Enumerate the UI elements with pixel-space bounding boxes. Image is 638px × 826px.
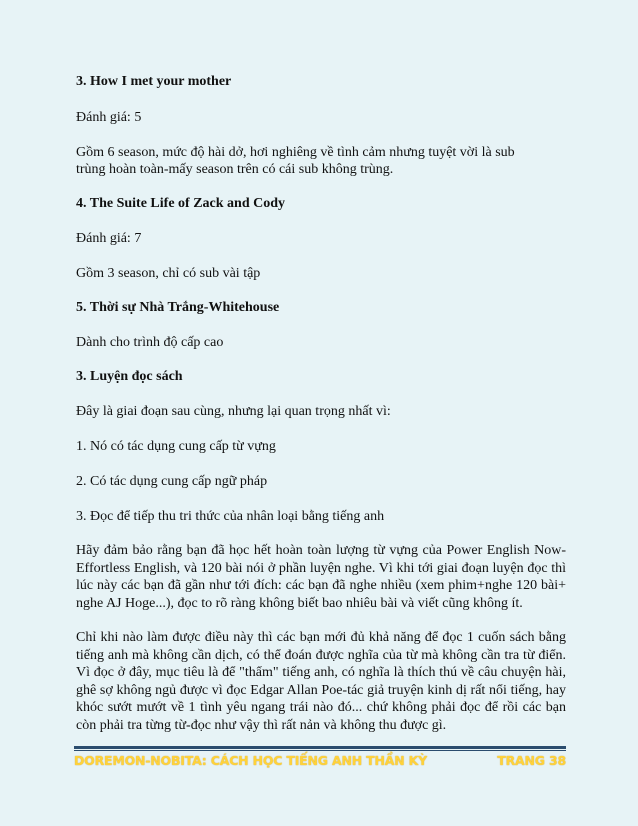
- heading-how-i-met-your-mother: 3. How I met your mother: [76, 74, 232, 89]
- intro-text: Đây là giai đoạn sau cùng, nhưng lại quan trọng nhất vì:: [76, 404, 391, 419]
- body-paragraph: Chỉ khi nào làm được điều này thì các bạn mới đủ khả năng để đọc 1 cuốn sách bằng tiếng anh mà không cần dịch, có thể đoán được nghĩa của từ mà không cần tra từ điển. Vì đọc ở đây, mục tiêu là để "thẩm" tiếng anh, có nghĩa là thích thú về câu chuyện hài, ghê sợ không ngủ được vì đọc Edgar Allan Poe-tác giả truyện kinh dị rất nổi tiếng, hay khóc sướt mướt về 1 tình yêu ngang trái nào đó... chứ không phải đọc để rồi các bạn còn phải tra từng từ-đọc như vậy thì rất nản và không thu được gì.: [76, 630, 566, 733]
- list-item: 3. Đọc để tiếp thu tri thức của nhân loại bằng tiếng anh: [76, 509, 385, 524]
- footer-rule: [74, 750, 566, 751]
- body-paragraph: Hãy đảm bảo rằng bạn đã học hết hoàn toàn lượng từ vựng của Power English Now-Effortless English, và 120 bài nói ở phần luyện nghe. Vì khi tới giai đoạn luyện đọc thì lúc này các bạn đã gần như tới đích: các bạn đã nghe nhiều (xem phim+nghe 120 bài+ nghe AJ Hoge...), đọc to rõ ràng không biết bao nhiêu bài và viết cũng không ít.: [76, 543, 566, 611]
- description-line: Gồm 3 season, chỉ có sub vài tập: [76, 266, 261, 281]
- description-line: Dành cho trình độ cấp cao: [76, 335, 224, 350]
- page-number: TRANG 38: [497, 753, 566, 768]
- rating-text: Đánh giá: 7: [76, 231, 142, 246]
- list-item: 1. Nó có tác dụng cung cấp từ vựng: [76, 439, 276, 454]
- description-line: trùng hoàn toàn-mấy season trên có cái sub không trùng.: [76, 162, 394, 177]
- heading-suite-life: 4. The Suite Life of Zack and Cody: [76, 196, 285, 211]
- page-footer: [74, 753, 566, 773]
- footer-title: DOREMON-NOBITA: CÁCH HỌC TIẾNG ANH THẦN KỲ: [74, 753, 427, 768]
- footer-rule: [74, 746, 566, 749]
- list-item: 2. Có tác dụng cung cấp ngữ pháp: [76, 474, 268, 489]
- section-heading-reading: 3. Luyện đọc sách: [76, 369, 183, 384]
- rating-text: Đánh giá: 5: [76, 110, 142, 125]
- heading-whitehouse: 5. Thời sự Nhà Trắng-Whitehouse: [76, 300, 280, 315]
- description-line: Gồm 6 season, mức độ hài dở, hơi nghiêng về tình cảm nhưng tuyệt vời là sub: [76, 145, 515, 160]
